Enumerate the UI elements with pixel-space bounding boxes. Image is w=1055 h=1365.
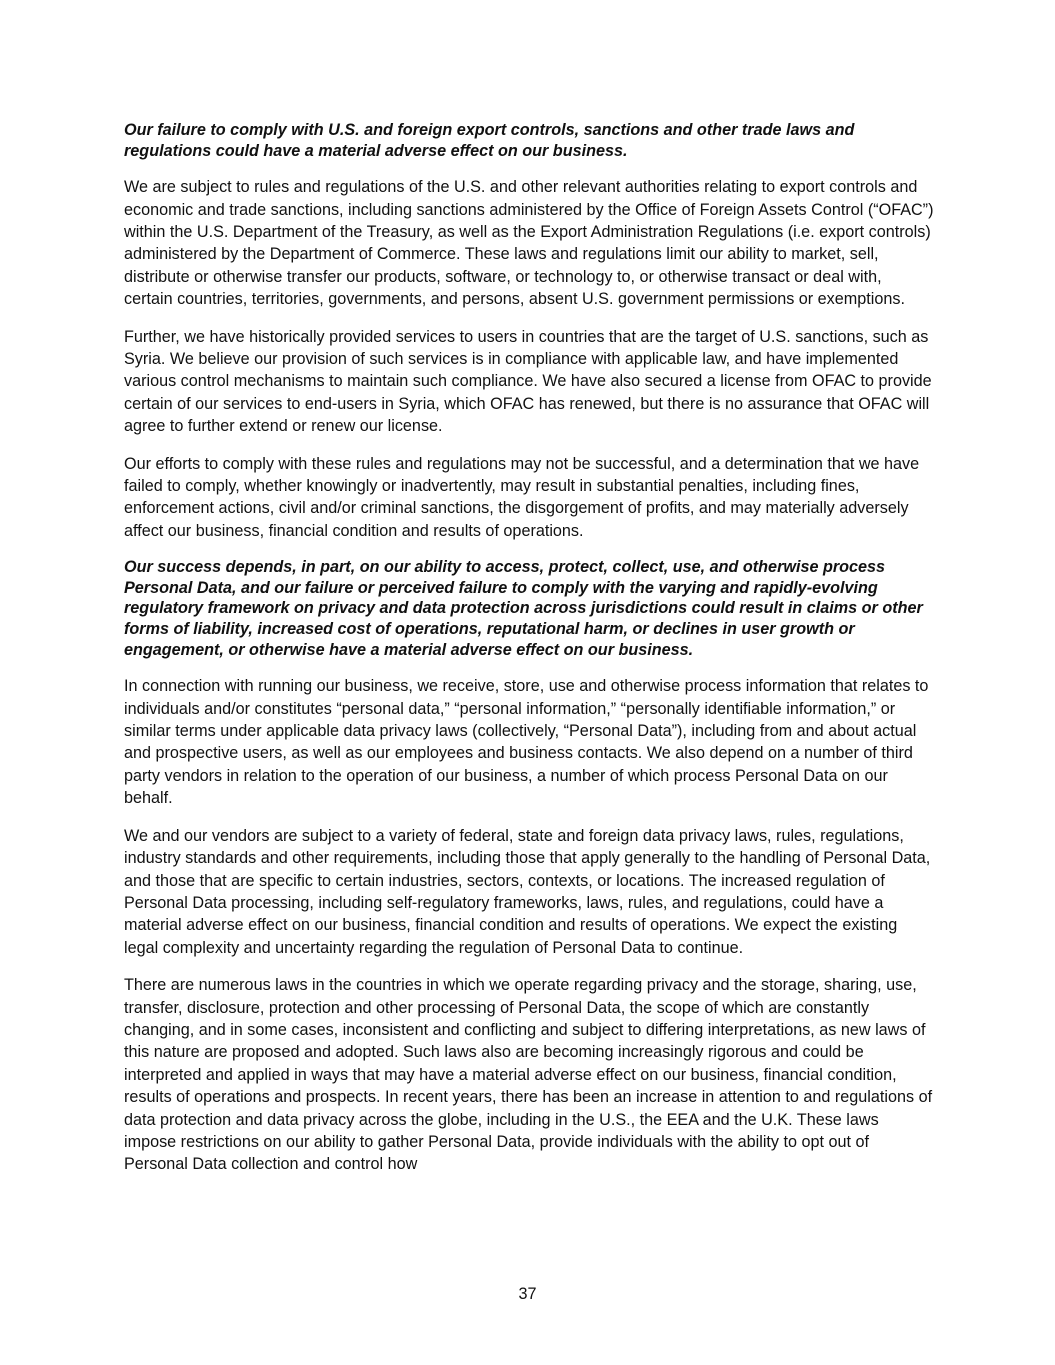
document-body	[124, 120, 934, 1191]
section-heading-personal-data: Our success depends, in part, on our ability to access, protect, collect, use, and otherwise process Personal Data, and our failure or perceived failure to comply with the varying and rapidly-evolving regulatory framework on privacy and data protection across jurisdictions could result in claims or other forms of liability, increased cost of operations, reputational harm, or declines in user growth or engagement, or otherwise have a material adverse effect on our business.	[124, 558, 923, 659]
page-number: 37	[518, 1285, 537, 1303]
paragraph-privacy-laws: We and our vendors are subject to a variety of federal, state and foreign data privacy laws, rules, regulations, industry standards and other requirements, including those that apply generally to the handling of Personal Data, and those that are specific to certain industries, sectors, contexts, or locations. The increased regulation of Personal Data processing, including self-regulatory frameworks, laws, rules, and regulations, could have a material adverse effect on our business, financial condition and results of operations. We expect the existing legal complexity and uncertainty regarding the regulation of Personal Data to continue.	[124, 826, 931, 957]
paragraph-compliance-efforts: Our efforts to comply with these rules and regulations may not be successful, and a determination that we have failed to comply, whether knowingly or inadvertently, may result in substantial penalties, including fines, enforcement actions, civil and/or criminal sanctions, the disgorgement of profits, and may materially adversely affect our business, financial condition and results of operations.	[124, 454, 920, 540]
paragraph-sanctions-syria: Further, we have historically provided services to users in countries that are the target of U.S. sanctions, such as Syria. We believe our provision of such services is in compliance with applicable law, and have implemented various control mechanisms to maintain such compliance. We have also secured a license from OFAC to provide certain of our services to end-users in Syria, which OFAC has renewed, but there is no assurance that OFAC will agree to further extend or renew our license.	[124, 327, 932, 436]
section-heading-export-controls: Our failure to comply with U.S. and foreign export controls, sanctions and other trade laws and regulations could have a material adverse effect on our business.	[124, 121, 855, 160]
paragraph-personal-data-processing: In connection with running our business, we receive, store, use and otherwise process information that relates to individuals and/or constitutes “personal data,” “personal information,” “personally identifiable information,” or similar terms under applicable data privacy laws (collectively, “Personal Data”), including from and about actual and prospective users, as well as our employees and business contacts. We also depend on a number of third party vendors in relation to the operation of our business, a number of which process Personal Data on our behalf.	[124, 677, 929, 808]
paragraph-numerous-laws: There are numerous laws in the countries in which we operate regarding privacy and the storage, sharing, use, transfer, disclosure, protection and other processing of Personal Data, the scope of which are constantly changing, and in some cases, inconsistent and conflicting and subject to differing interpretations, as new laws of this nature are proposed and adopted. Such laws also are becoming increasingly rigorous and could be interpreted and applied in ways that may have a material adverse effect on our business, financial condition, results of operations and prospects. In recent years, there has been an increase in attention to and regulations of data protection and data privacy across the globe, including in the U.S., the EEA and the U.K. These laws impose restrictions on our ability to gather Personal Data, provide individuals with the ability to opt out of Personal Data collection and control how	[124, 976, 933, 1174]
paragraph-export-regulations: We are subject to rules and regulations of the U.S. and other relevant authorities relating to export controls and economic and trade sanctions, including sanctions administered by the Office of Foreign Assets Control (“OFAC”) within the U.S. Department of the Treasury, as well as the Export Administration Regulations (i.e. export controls) administered by the Department of Commerce. These laws and regulations limit our ability to market, sell, distribute or otherwise transfer our products, software, or technology to, or otherwise transact or deal with, certain countries, territories, governments, and persons, absent U.S. government permissions or exemptions.	[124, 178, 934, 309]
